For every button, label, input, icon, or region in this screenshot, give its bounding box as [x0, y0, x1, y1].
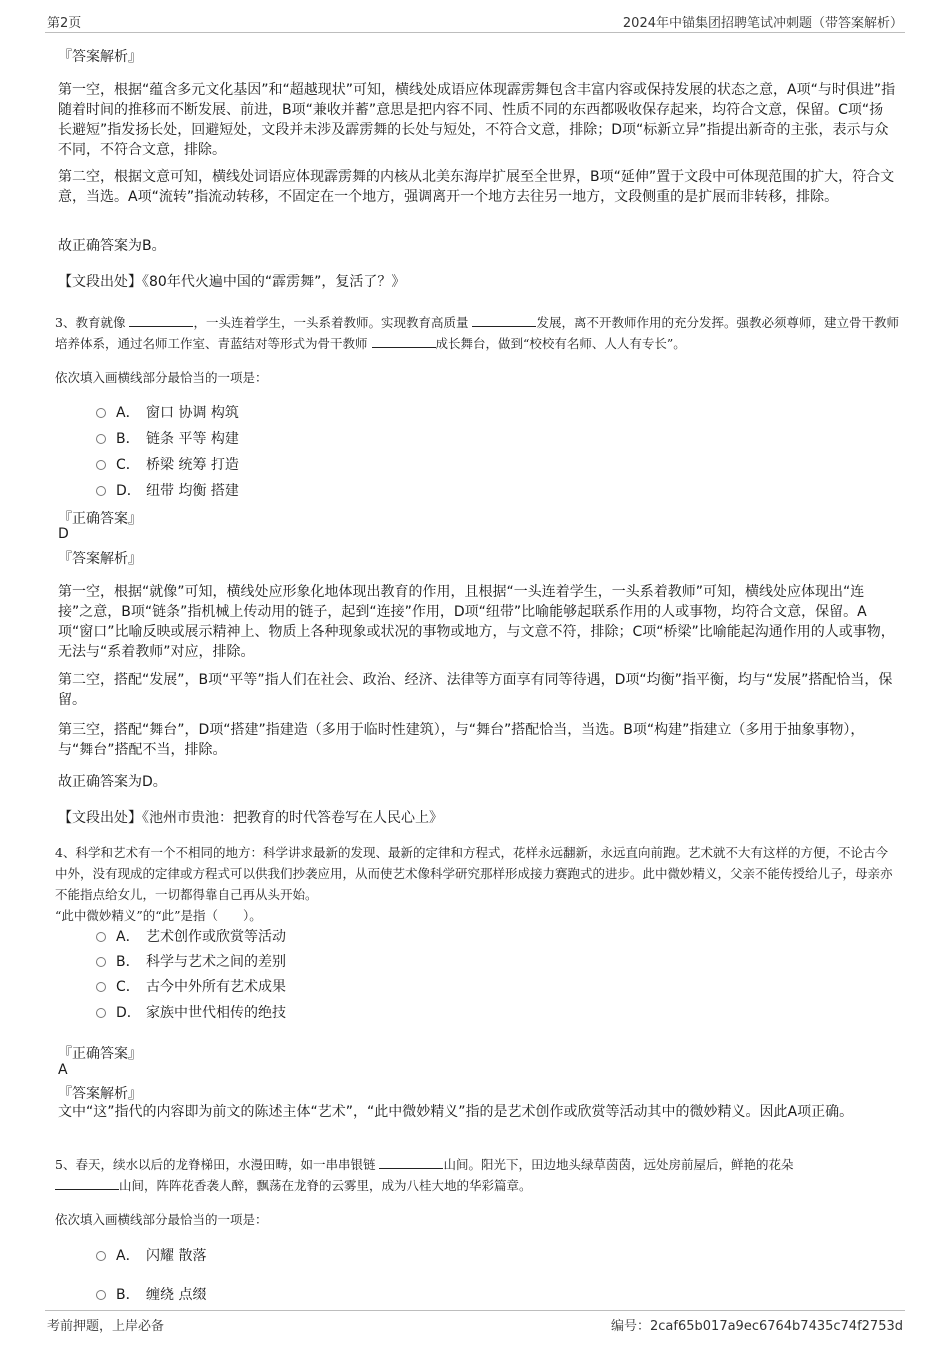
- q4-question: “此中微妙精义”的“此”是指（ ）。: [55, 908, 262, 923]
- q5-option-a[interactable]: A． 闪耀 散落: [96, 1245, 206, 1265]
- radio-icon[interactable]: [96, 1008, 106, 1018]
- q5-stem: 5、春天，续水以后的龙脊梯田，水漫田畴，如一串串银链 山间。阳光下，田边地头绿草茵茵，远处房前屋后，鲜艳的花朵 山间，阵阵花香袭人醉，飘荡在龙脊的云雾里，成为八桂大地的华彩篇章。: [55, 1157, 794, 1193]
- page-footer: [45, 1310, 905, 1333]
- q3-option-d[interactable]: D． 纽带 均衡 搭建: [96, 480, 239, 500]
- q3-option-b[interactable]: B． 链条 平等 构建: [96, 428, 239, 448]
- radio-icon[interactable]: [96, 486, 106, 496]
- footer-slogan: 考前押题，上岸必备: [47, 1319, 165, 1334]
- q3-option-a[interactable]: A． 窗口 协调 构筑: [96, 402, 239, 422]
- q2-source: 【文段出处】《80年代火遍中国的“霹雳舞”，复活了？》: [58, 274, 406, 290]
- radio-icon[interactable]: [96, 434, 106, 444]
- q3-source: 【文段出处】《池州市贵池：把教育的时代答卷写在人民心上》: [58, 810, 443, 826]
- analysis-label: 『答案解析』: [58, 49, 142, 65]
- q4-answer: A: [58, 1062, 68, 1078]
- document-code: 编号：2caf65b017a9ec6764b7435c74f2753d: [611, 1319, 903, 1334]
- q2-analysis-p1: 第一空，根据“蕴含多元文化基因”和“超越现状”可知，横线处成语应体现霹雳舞包含丰富内容或保持发展的状态之意，A项“与时俱进”指随着时间的推移而不断发展、前进，B项“兼收并蓄”意思是把内容不同、性质不同的东西都吸收保存起来，均符合文意，保留。C项“扬长避短”指发扬长处，回避短处，文段并未涉及霹雳舞的长处与短处，不符合文意，排除；D项“标新立异”指提出新奇的主张，表示与众不同，不符合文意，排除。: [58, 82, 896, 158]
- radio-icon[interactable]: [96, 408, 106, 418]
- page-number: 第2页: [47, 16, 82, 31]
- q3-prompt: 依次填入画横线部分最恰当的一项是：: [55, 370, 268, 385]
- q3-option-c[interactable]: C． 桥梁 统筹 打造: [96, 454, 239, 474]
- analysis-label: 『答案解析』: [58, 1086, 142, 1102]
- radio-icon[interactable]: [96, 1251, 106, 1261]
- q4-option-a[interactable]: A． 艺术创作或欣赏等活动: [96, 926, 286, 946]
- q2-analysis-p2: 第二空，根据文意可知，横线处词语应体现霹雳舞的内核从北美东海岸扩展至全世界，B项“延伸”置于文段中可体现范围的扩大，符合文意，当选。A项“流转”指流动转移，不固定在一个地方，强调离开一个地方去往另一地方，文段侧重的是扩展而非转移，排除。: [58, 169, 895, 205]
- radio-icon[interactable]: [96, 932, 106, 942]
- q3-answer: D: [58, 526, 69, 542]
- q3-blank-1: [129, 314, 193, 327]
- radio-icon[interactable]: [96, 460, 106, 470]
- q5-blank-2: [55, 1177, 119, 1190]
- q5-prompt: 依次填入画横线部分最恰当的一项是：: [55, 1212, 268, 1227]
- radio-icon[interactable]: [96, 1290, 106, 1300]
- document-title: 2024年中锚集团招聘笔试冲刺题（带答案解析）: [622, 16, 903, 31]
- q4-option-d[interactable]: D． 家族中世代相传的绝技: [96, 1002, 286, 1022]
- page-header: [45, 10, 905, 33]
- q4-analysis: 文中“这”指代的内容即为前文的陈述主体“艺术”，“此中微妙精义”指的是艺术创作或欣赏等活动其中的微妙精义。因此A项正确。: [58, 1104, 854, 1120]
- q4-option-c[interactable]: C． 古今中外所有艺术成果: [96, 976, 286, 996]
- q3-blank-2: [472, 314, 536, 327]
- q3-blank-3: [372, 335, 436, 348]
- q5-option-b[interactable]: B． 缠绕 点缀: [96, 1284, 206, 1304]
- q3-analysis-p3: 第三空，搭配“舞台”，D项“搭建”指建造（多用于临时性建筑），与“舞台”搭配恰当，当选。B项“构建”指建立（多用于抽象事物），与“舞台”搭配不当，排除。: [58, 722, 865, 758]
- q4-stem: 4、科学和艺术有一个不相同的地方：科学讲求最新的发现、最新的定律和方程式，花样永远翻新，永远直向前跑。艺术就不大有这样的方便，不论古今中外，没有现成的定律或方程式可以供我们抄袭应用，从而使艺术像科学研究那样形成接力赛跑式的进步。此中微妙精义，父亲不能传授给儿子，母亲亦不能指点给女儿，一切都得靠自己再从头开始。 “此中微妙精义”的“此”是指（ ）。: [55, 845, 893, 923]
- q4-option-b[interactable]: B． 科学与艺术之间的差别: [96, 951, 286, 971]
- q5-blank-1: [379, 1156, 443, 1169]
- q3-analysis-p2: 第二空，搭配“发展”，B项“平等”指人们在社会、政治、经济、法律等方面享有同等待遇，D项“均衡”指平衡，均与“发展”搭配恰当，保留。: [58, 672, 893, 708]
- q2-conclusion: 故正确答案为B。: [58, 238, 166, 254]
- radio-icon[interactable]: [96, 957, 106, 967]
- q3-stem: 3、教育就像 ，一头连着学生，一头系着教师。实现教育高质量 发展，离不开教师作用的充分发挥。强教必须尊师，建立骨干教师培养体系，通过名师工作室、青蓝结对等形式为骨干教师 成长舞台，做到“校校有名师、人人有专长”。: [55, 315, 899, 351]
- q3-analysis-p1: 第一空，根据“就像”可知，横线处应形象化地体现出教育的作用，且根据“一头连着学生，一头系着教师”可知，横线处应体现出“连接”之意，B项“链条”指机械上传动用的链子，起到“连接”作用，D项“纽带”比喻能够起联系作用的人或事物，均符合文意，保留。A项“窗口”比喻反映或展示精神上、物质上各种现象或状况的事物或地方，与文意不符，排除；C项“桥梁”比喻能起沟通作用的人或事物，无法与“系着教师”对应，排除。: [58, 584, 895, 660]
- q3-conclusion: 故正确答案为D。: [58, 774, 167, 790]
- radio-icon[interactable]: [96, 982, 106, 992]
- analysis-label: 『答案解析』: [58, 551, 142, 567]
- correct-answer-label: 『正确答案』: [58, 511, 142, 527]
- correct-answer-label: 『正确答案』: [58, 1046, 142, 1062]
